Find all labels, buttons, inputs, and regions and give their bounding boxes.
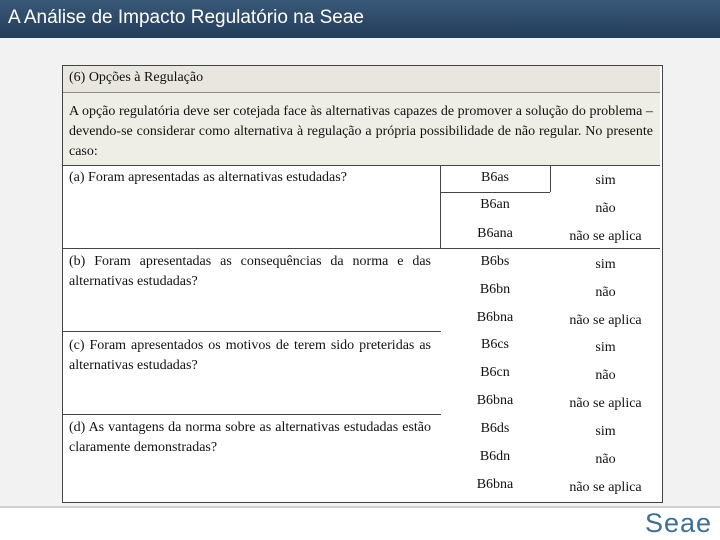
code-cell: B6ana	[477, 226, 513, 241]
answer-cell: sim	[595, 173, 616, 188]
code-cell: B6bna	[476, 310, 514, 325]
table-top-border	[63, 165, 660, 166]
answer-cell: não	[595, 285, 616, 300]
code-cell: B6an	[480, 197, 510, 212]
title-bar	[0, 0, 720, 39]
code-cell: B6as	[481, 170, 509, 185]
question-a: (a) Foram apresentadas as alternativas estudadas?	[69, 170, 347, 185]
answer-cell: não se aplica	[569, 313, 642, 328]
code-cell-border	[440, 192, 550, 193]
answer-cell: não se aplica	[569, 480, 642, 495]
answer-cell: não se aplica	[569, 229, 642, 244]
answer-cell: sim	[595, 340, 616, 355]
seae-logo: Seae	[644, 508, 712, 538]
code-cell: B6cn	[480, 365, 510, 380]
code-cell: B6bn	[479, 282, 511, 297]
page-title: A Análise de Impacto Regulatório na Seae	[8, 7, 364, 28]
answer-cell: sim	[595, 257, 616, 272]
row-divider-d	[63, 414, 441, 415]
section-header	[63, 66, 660, 93]
code-cell: B6bna	[476, 477, 514, 492]
answer-cell: sim	[595, 424, 616, 439]
question-d: (d) As vantagens da norma sobre as alternativas estudadas estão claramente demonstradas?	[69, 420, 431, 455]
answer-cell: não	[595, 368, 616, 383]
code-cell: B6dn	[479, 449, 511, 464]
row-divider-c	[63, 331, 441, 332]
code-cell: B6cs	[481, 337, 509, 352]
code-cell: B6bs	[480, 254, 510, 269]
code-cell: B6ds	[480, 421, 510, 436]
question-b: (b) Foram apresentadas as consequências da norma e das alternativas estudadas?	[69, 254, 431, 289]
answer-cell: não	[595, 201, 616, 216]
question-c: (c) Foram apresentados os motivos de terem sido preteridas as alternativas estudadas?	[69, 338, 431, 373]
footer-separator	[0, 506, 720, 508]
row-divider-b	[63, 248, 660, 249]
answer-cell: não	[595, 452, 616, 467]
answer-cell: não se aplica	[569, 396, 642, 411]
section-title: (6) Opções à Regulação	[69, 70, 204, 85]
intro-paragraph: A opção regulatória deve ser cotejada face às alternativas capazes de promover a solução do problema – devendo-se considerar como alternativa à regulação a própria possibilidade de não regular. No presente caso:	[69, 104, 653, 159]
code-cell: B6bna	[476, 393, 514, 408]
